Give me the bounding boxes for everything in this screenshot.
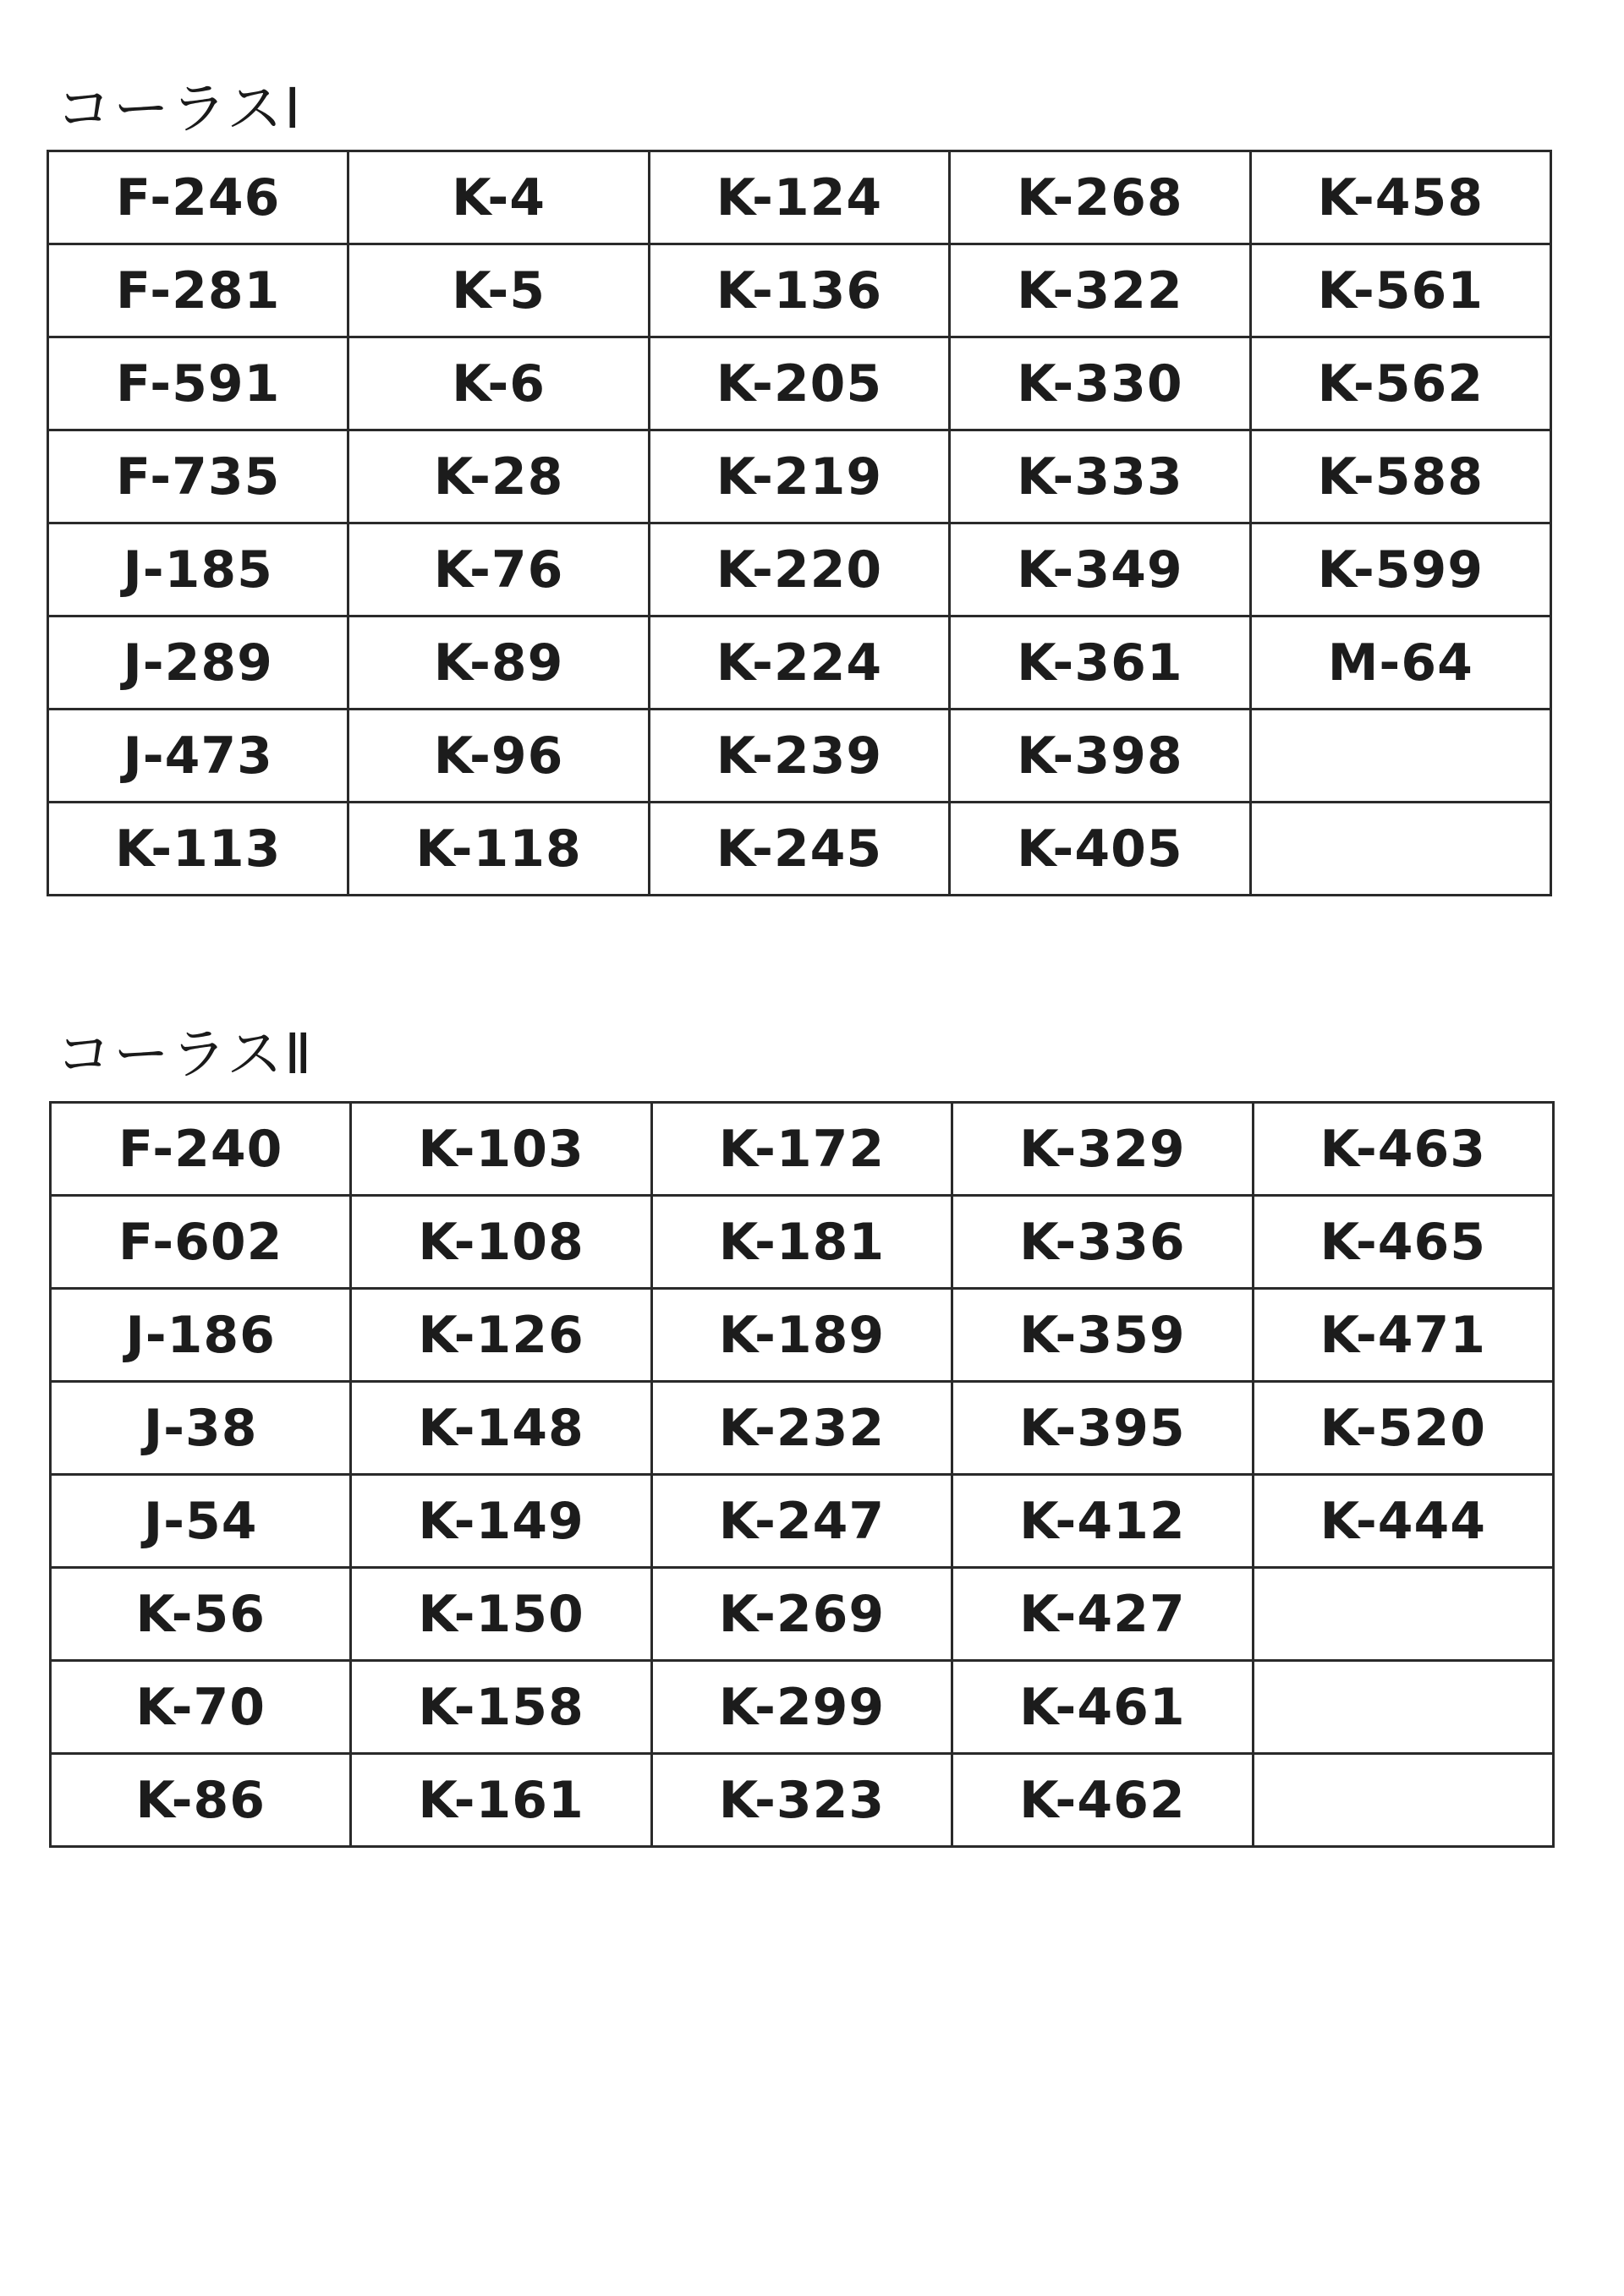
table-cell (1250, 803, 1550, 896)
table-cell: K-89 (348, 616, 649, 710)
table-cell (1253, 1568, 1553, 1661)
table-cell: K-6 (348, 337, 649, 430)
table-row (48, 244, 1551, 337)
table-cell: K-562 (1250, 337, 1550, 430)
table-body (48, 151, 1551, 896)
table-cell: K-5 (348, 244, 649, 337)
table-row (51, 1754, 1554, 1847)
table-body (51, 1103, 1554, 1847)
table-cell: K-599 (1250, 523, 1550, 616)
table-cell: K-349 (950, 523, 1250, 616)
table-cell: K-463 (1253, 1103, 1553, 1196)
table-cell: K-359 (952, 1289, 1253, 1382)
table-cell: K-136 (649, 244, 949, 337)
table-cell (1250, 710, 1550, 803)
table-row (48, 430, 1551, 523)
table-row (51, 1661, 1554, 1754)
table-cell: K-161 (351, 1754, 651, 1847)
table-cell: K-96 (348, 710, 649, 803)
table-cell: K-330 (950, 337, 1250, 430)
table-cell: K-398 (950, 710, 1250, 803)
table-cell: K-205 (649, 337, 949, 430)
table-cell: J-38 (51, 1382, 351, 1475)
table-cell: K-126 (351, 1289, 651, 1382)
table-cell: K-103 (351, 1103, 651, 1196)
table-cell: K-172 (651, 1103, 952, 1196)
table-cell: K-462 (952, 1754, 1253, 1847)
table-cell: K-28 (348, 430, 649, 523)
table-cell: J-289 (48, 616, 348, 710)
table-cell: K-427 (952, 1568, 1253, 1661)
table-cell: K-76 (348, 523, 649, 616)
table-row (51, 1103, 1554, 1196)
table-row (51, 1382, 1554, 1475)
table-cell: K-150 (351, 1568, 651, 1661)
table-cell: K-465 (1253, 1196, 1553, 1289)
code-table-chorus-2 (49, 1101, 1555, 1848)
table-cell: K-181 (651, 1196, 952, 1289)
table-cell: K-471 (1253, 1289, 1553, 1382)
table-cell: K-113 (48, 803, 348, 896)
table-cell: K-588 (1250, 430, 1550, 523)
table-row (51, 1475, 1554, 1568)
table-row (51, 1289, 1554, 1382)
table-cell: K-395 (952, 1382, 1253, 1475)
table-cell: K-299 (651, 1661, 952, 1754)
table-cell: K-149 (351, 1475, 651, 1568)
table-cell: J-54 (51, 1475, 351, 1568)
table-cell: K-412 (952, 1475, 1253, 1568)
table-cell: F-735 (48, 430, 348, 523)
table-cell: K-108 (351, 1196, 651, 1289)
table-cell: K-333 (950, 430, 1250, 523)
table-cell: K-247 (651, 1475, 952, 1568)
table-row (48, 337, 1551, 430)
table-cell: J-473 (48, 710, 348, 803)
table-cell: K-269 (651, 1568, 952, 1661)
table-cell: K-118 (348, 803, 649, 896)
table-cell: F-240 (51, 1103, 351, 1196)
table-cell: K-245 (649, 803, 949, 896)
table-row (51, 1568, 1554, 1661)
table-cell: K-124 (649, 151, 949, 244)
table-cell: K-520 (1253, 1382, 1553, 1475)
table-cell: M-64 (1250, 616, 1550, 710)
table-cell: K-461 (952, 1661, 1253, 1754)
table-cell: K-268 (950, 151, 1250, 244)
table-cell: F-281 (48, 244, 348, 337)
table-row (48, 523, 1551, 616)
table-cell: K-444 (1253, 1475, 1553, 1568)
table-cell: K-361 (950, 616, 1250, 710)
section-title-chorus-1: コーラスⅠ (56, 76, 303, 141)
table-cell: J-186 (51, 1289, 351, 1382)
table-cell: K-336 (952, 1196, 1253, 1289)
table-cell: K-458 (1250, 151, 1550, 244)
table-row (48, 616, 1551, 710)
table-cell: K-561 (1250, 244, 1550, 337)
table-cell: K-405 (950, 803, 1250, 896)
table-cell: K-4 (348, 151, 649, 244)
table-cell: K-189 (651, 1289, 952, 1382)
table-cell: K-329 (952, 1103, 1253, 1196)
table-cell (1253, 1661, 1553, 1754)
table-cell: K-70 (51, 1661, 351, 1754)
table-cell (1253, 1754, 1553, 1847)
section-title-chorus-2: コーラスⅡ (56, 1022, 314, 1087)
code-table-chorus-1 (47, 150, 1552, 896)
table-row (51, 1196, 1554, 1289)
table-row (48, 151, 1551, 244)
table-row (48, 803, 1551, 896)
table-cell: K-158 (351, 1661, 651, 1754)
table-cell: F-591 (48, 337, 348, 430)
table-cell: K-219 (649, 430, 949, 523)
table-cell: K-56 (51, 1568, 351, 1661)
table-cell: F-246 (48, 151, 348, 244)
table-cell: K-220 (649, 523, 949, 616)
table-cell: K-224 (649, 616, 949, 710)
table-cell: K-323 (651, 1754, 952, 1847)
table-cell: K-86 (51, 1754, 351, 1847)
table-cell: K-322 (950, 244, 1250, 337)
table-row (48, 710, 1551, 803)
table-cell: F-602 (51, 1196, 351, 1289)
table-cell: J-185 (48, 523, 348, 616)
table-cell: K-148 (351, 1382, 651, 1475)
table-cell: K-239 (649, 710, 949, 803)
table-cell: K-232 (651, 1382, 952, 1475)
